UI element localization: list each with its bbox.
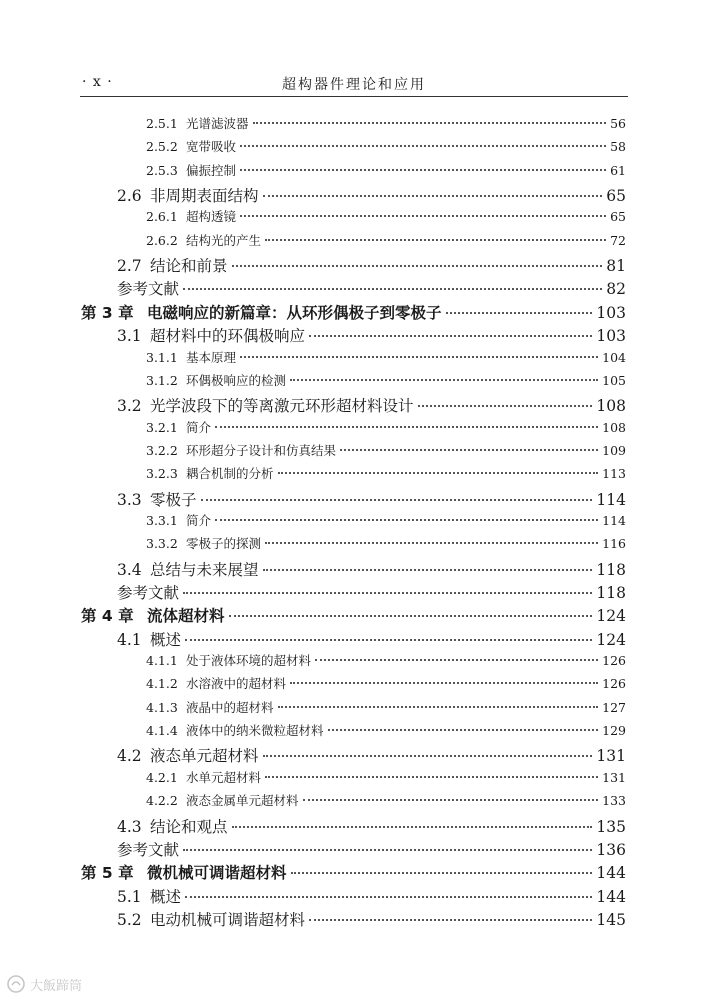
dot-leader bbox=[263, 755, 593, 757]
toc-entry-number: 2.5.1 bbox=[146, 116, 178, 131]
toc-entry-page: 145 bbox=[596, 910, 626, 929]
dot-leader bbox=[215, 519, 598, 521]
dot-leader bbox=[309, 919, 592, 921]
toc-entry-title: 零极子 bbox=[150, 490, 197, 509]
toc-entry[interactable] bbox=[146, 418, 626, 436]
toc-entry-page: 114 bbox=[596, 490, 626, 509]
dot-leader bbox=[446, 312, 593, 314]
toc-entry[interactable] bbox=[146, 114, 626, 132]
toc-entry-page: 58 bbox=[610, 139, 626, 155]
toc-entry-page: 144 bbox=[596, 887, 626, 906]
toc-entry-number: 2.5.3 bbox=[146, 162, 178, 178]
dot-leader bbox=[185, 896, 592, 898]
toc-entry-page: 109 bbox=[602, 442, 626, 458]
toc-entry[interactable] bbox=[146, 464, 626, 482]
toc-entry-title: 光谱滤波器 bbox=[186, 116, 249, 131]
toc-entry-title: 液体中的纳米微粒超材料 bbox=[186, 723, 324, 739]
toc-entry-page: 65 bbox=[610, 209, 626, 225]
toc-entry-page: 118 bbox=[596, 560, 626, 579]
dot-leader bbox=[240, 169, 606, 171]
toc-entry-page: 65 bbox=[606, 187, 626, 206]
dot-leader bbox=[240, 356, 598, 358]
toc-entry-number: 2.6 bbox=[117, 187, 142, 206]
toc-entry[interactable] bbox=[81, 861, 626, 883]
toc-entry-title: 环偶极响应的检测 bbox=[186, 372, 287, 388]
toc-entry-page: 124 bbox=[596, 607, 626, 626]
toc-entry-title: 耦合机制的分析 bbox=[186, 466, 274, 482]
running-header bbox=[80, 72, 628, 96]
toc-entry-number: 3.4 bbox=[117, 560, 142, 579]
toc-entry[interactable] bbox=[117, 277, 626, 299]
toc-entry-number: 4.2.2 bbox=[146, 793, 178, 809]
toc-entry-number: 3.2.1 bbox=[146, 419, 178, 435]
toc-entry-page: 133 bbox=[602, 793, 626, 809]
toc-entry-page: 108 bbox=[596, 397, 626, 416]
dot-leader bbox=[232, 826, 593, 828]
toc-entry-number: 3.3 bbox=[117, 490, 142, 509]
dot-leader bbox=[328, 729, 599, 731]
toc-entry-number: 4.2 bbox=[117, 747, 142, 766]
dot-leader bbox=[183, 592, 592, 594]
toc-entry[interactable] bbox=[146, 674, 626, 692]
toc-entry-page: 72 bbox=[610, 232, 626, 248]
toc-entry-title: 偏振控制 bbox=[186, 162, 237, 178]
watermark bbox=[6, 974, 82, 994]
toc-entry[interactable] bbox=[117, 394, 626, 416]
toc-entry-page: 103 bbox=[596, 327, 626, 346]
dot-leader bbox=[278, 472, 599, 474]
toc-entry[interactable] bbox=[117, 908, 626, 930]
toc-entry-page: 82 bbox=[606, 280, 626, 299]
toc-entry-page: 103 bbox=[596, 303, 626, 322]
dot-leader bbox=[265, 776, 598, 778]
dot-leader bbox=[315, 659, 598, 661]
dot-leader bbox=[291, 872, 593, 874]
toc-entry-page: 126 bbox=[602, 653, 626, 669]
toc-entry[interactable] bbox=[146, 511, 626, 529]
toc-entry-title: 参考文献 bbox=[117, 840, 180, 859]
toc-entry-number: 3.1.2 bbox=[146, 372, 178, 388]
toc-entry-title: 基本原理 bbox=[186, 349, 237, 365]
toc-entry[interactable] bbox=[146, 231, 626, 249]
toc-entry-page: 81 bbox=[606, 257, 626, 276]
toc-entry[interactable] bbox=[117, 324, 626, 346]
dot-leader bbox=[240, 215, 606, 217]
toc-entry[interactable] bbox=[146, 441, 626, 459]
page-number-marker: · x · bbox=[82, 74, 113, 90]
toc-entry-title: 液态单元超材料 bbox=[150, 747, 259, 766]
toc-entry-page: 124 bbox=[596, 630, 626, 649]
toc-entry[interactable] bbox=[81, 301, 626, 323]
toc-entry-number: 4.2.1 bbox=[146, 769, 178, 785]
toc-entry-title: 水单元超材料 bbox=[186, 769, 262, 785]
toc-entry[interactable] bbox=[146, 721, 626, 739]
toc-entry-title: 微机械可调谐超材料 bbox=[147, 864, 287, 883]
dot-leader bbox=[232, 265, 603, 267]
dot-leader bbox=[265, 239, 606, 241]
toc-entry-title: 简介 bbox=[186, 419, 212, 435]
toc-entry[interactable] bbox=[146, 348, 626, 366]
toc-entry-title: 非周期表面结构 bbox=[150, 187, 259, 206]
toc-entry-title: 总结与未来展望 bbox=[150, 560, 259, 579]
toc-entry-number: 第 4 章 bbox=[81, 607, 134, 626]
dot-leader bbox=[185, 639, 592, 641]
toc-entry-page: 136 bbox=[596, 840, 626, 859]
toc-entry-number: 3.3.2 bbox=[146, 536, 178, 552]
toc-entry-number: 3.3.1 bbox=[146, 512, 178, 528]
toc-entry-number: 3.2.3 bbox=[146, 466, 178, 482]
dot-leader bbox=[215, 426, 598, 428]
toc-entry-number: 2.6.2 bbox=[146, 232, 178, 248]
dot-leader bbox=[340, 449, 598, 451]
toc-entry-title: 水溶液中的超材料 bbox=[186, 676, 287, 692]
toc-entry-page: 129 bbox=[602, 723, 626, 739]
toc-entry-number: 3.1.1 bbox=[146, 349, 178, 365]
toc-entry-page: 56 bbox=[610, 116, 626, 131]
toc-entry-page: 116 bbox=[602, 536, 626, 552]
toc-entry-page: 131 bbox=[596, 747, 626, 766]
toc-entry-number: 3.1 bbox=[117, 327, 142, 346]
toc-entry-number: 2.7 bbox=[117, 257, 142, 276]
dot-leader bbox=[183, 288, 602, 290]
toc-entry-number: 5.2 bbox=[117, 910, 142, 929]
toc-entry-title: 结构光的产生 bbox=[186, 232, 262, 248]
toc-entry-title: 电动机械可调谐超材料 bbox=[150, 910, 306, 929]
toc-entry-title: 环形超分子设计和仿真结果 bbox=[186, 442, 337, 458]
toc-entry-title: 流体超材料 bbox=[147, 607, 225, 626]
toc-entry-page: 61 bbox=[610, 162, 626, 178]
toc-entry[interactable] bbox=[81, 604, 626, 626]
toc-entry[interactable] bbox=[117, 838, 626, 860]
toc-entry-title: 电磁响应的新篇章：从环形偶极子到零极子 bbox=[147, 303, 442, 322]
toc-entry-title: 结论和前景 bbox=[150, 257, 228, 276]
toc-entry[interactable] bbox=[146, 371, 626, 389]
toc-entry[interactable] bbox=[146, 534, 626, 552]
toc-entry-number: 5.1 bbox=[117, 887, 142, 906]
toc-entry-title: 光学波段下的等离激元环形超材料设计 bbox=[150, 397, 414, 416]
toc-entry-title: 超构透镜 bbox=[186, 209, 237, 225]
toc-entry-title: 概述 bbox=[150, 630, 182, 649]
toc-entry-title: 简介 bbox=[186, 512, 212, 528]
toc-entry-page: 135 bbox=[596, 817, 626, 836]
toc-entry[interactable] bbox=[146, 651, 626, 669]
toc-entry-number: 2.6.1 bbox=[146, 209, 178, 225]
dot-leader bbox=[229, 615, 593, 617]
dot-leader bbox=[263, 195, 603, 197]
book-title: 超构器件理论和应用 bbox=[282, 77, 426, 93]
dot-leader bbox=[418, 405, 593, 407]
toc-entry-title: 宽带吸收 bbox=[186, 139, 237, 155]
toc-entry-number: 第 5 章 bbox=[81, 864, 134, 883]
watermark-logo-icon bbox=[6, 974, 26, 994]
header-rule bbox=[80, 96, 628, 97]
toc-entry-title: 零极子的探测 bbox=[186, 536, 262, 552]
toc-entry-number: 4.1 bbox=[117, 630, 142, 649]
toc-entry-page: 144 bbox=[596, 864, 626, 883]
toc-entry-number: 2.5.2 bbox=[146, 139, 178, 155]
dot-leader bbox=[183, 849, 592, 851]
toc-entry-page: 108 bbox=[602, 419, 626, 435]
toc-entry[interactable] bbox=[117, 488, 626, 510]
dot-leader bbox=[253, 122, 607, 124]
toc-entry[interactable] bbox=[146, 137, 626, 155]
dot-leader bbox=[201, 499, 593, 501]
dot-leader bbox=[263, 569, 593, 571]
toc-entry[interactable] bbox=[117, 581, 626, 603]
toc-entry[interactable] bbox=[117, 744, 626, 766]
toc-entry-number: 4.1.3 bbox=[146, 699, 178, 715]
toc-entry-number: 3.2 bbox=[117, 397, 142, 416]
toc-entry-page: 131 bbox=[602, 769, 626, 785]
toc-entry-page: 105 bbox=[602, 372, 626, 388]
toc-entry[interactable] bbox=[117, 885, 626, 907]
dot-leader bbox=[278, 706, 599, 708]
toc-entry[interactable] bbox=[117, 815, 626, 837]
dot-leader bbox=[309, 335, 592, 337]
toc-entry-page: 118 bbox=[596, 584, 626, 602]
watermark-text: 大飯蹄筒 bbox=[30, 978, 83, 994]
toc-entry-page: 126 bbox=[602, 676, 626, 692]
toc-entry-title: 液晶中的超材料 bbox=[186, 699, 274, 715]
toc-entry-title: 超材料中的环偶极响应 bbox=[150, 327, 306, 346]
toc-entry[interactable] bbox=[146, 161, 626, 179]
dot-leader bbox=[265, 542, 598, 544]
toc-entry-number: 4.1.1 bbox=[146, 653, 178, 669]
toc-entry-number: 4.1.4 bbox=[146, 723, 178, 739]
toc-entry-title: 参考文献 bbox=[117, 280, 180, 299]
toc-entry-number: 4.3 bbox=[117, 817, 142, 836]
toc-entry-title: 处于液体环境的超材料 bbox=[186, 653, 312, 669]
toc-entry-number: 第 3 章 bbox=[81, 303, 134, 322]
toc-entry-page: 113 bbox=[602, 466, 626, 482]
toc-entry[interactable] bbox=[146, 791, 626, 809]
toc-entry[interactable] bbox=[117, 558, 626, 580]
toc-entry-title: 参考文献 bbox=[117, 584, 180, 602]
toc-entry-page: 114 bbox=[602, 512, 626, 528]
toc-entry[interactable] bbox=[117, 184, 626, 206]
toc-entry-title: 液态金属单元超材料 bbox=[186, 793, 299, 809]
toc-entry-number: 4.1.2 bbox=[146, 676, 178, 692]
toc-entry[interactable] bbox=[146, 768, 626, 786]
toc-entry-number: 3.2.2 bbox=[146, 442, 178, 458]
dot-leader bbox=[290, 682, 598, 684]
toc-entry[interactable] bbox=[117, 254, 626, 276]
toc-entry[interactable] bbox=[146, 698, 626, 716]
toc-entry[interactable] bbox=[146, 207, 626, 225]
toc-entry-page: 127 bbox=[602, 699, 626, 715]
dot-leader bbox=[290, 379, 598, 381]
dot-leader bbox=[240, 145, 606, 147]
toc-entry-title: 结论和观点 bbox=[150, 817, 228, 836]
toc-entry-page: 104 bbox=[602, 349, 626, 365]
dot-leader bbox=[303, 799, 599, 801]
toc-entry[interactable] bbox=[117, 628, 626, 650]
toc-entry-title: 概述 bbox=[150, 887, 182, 906]
